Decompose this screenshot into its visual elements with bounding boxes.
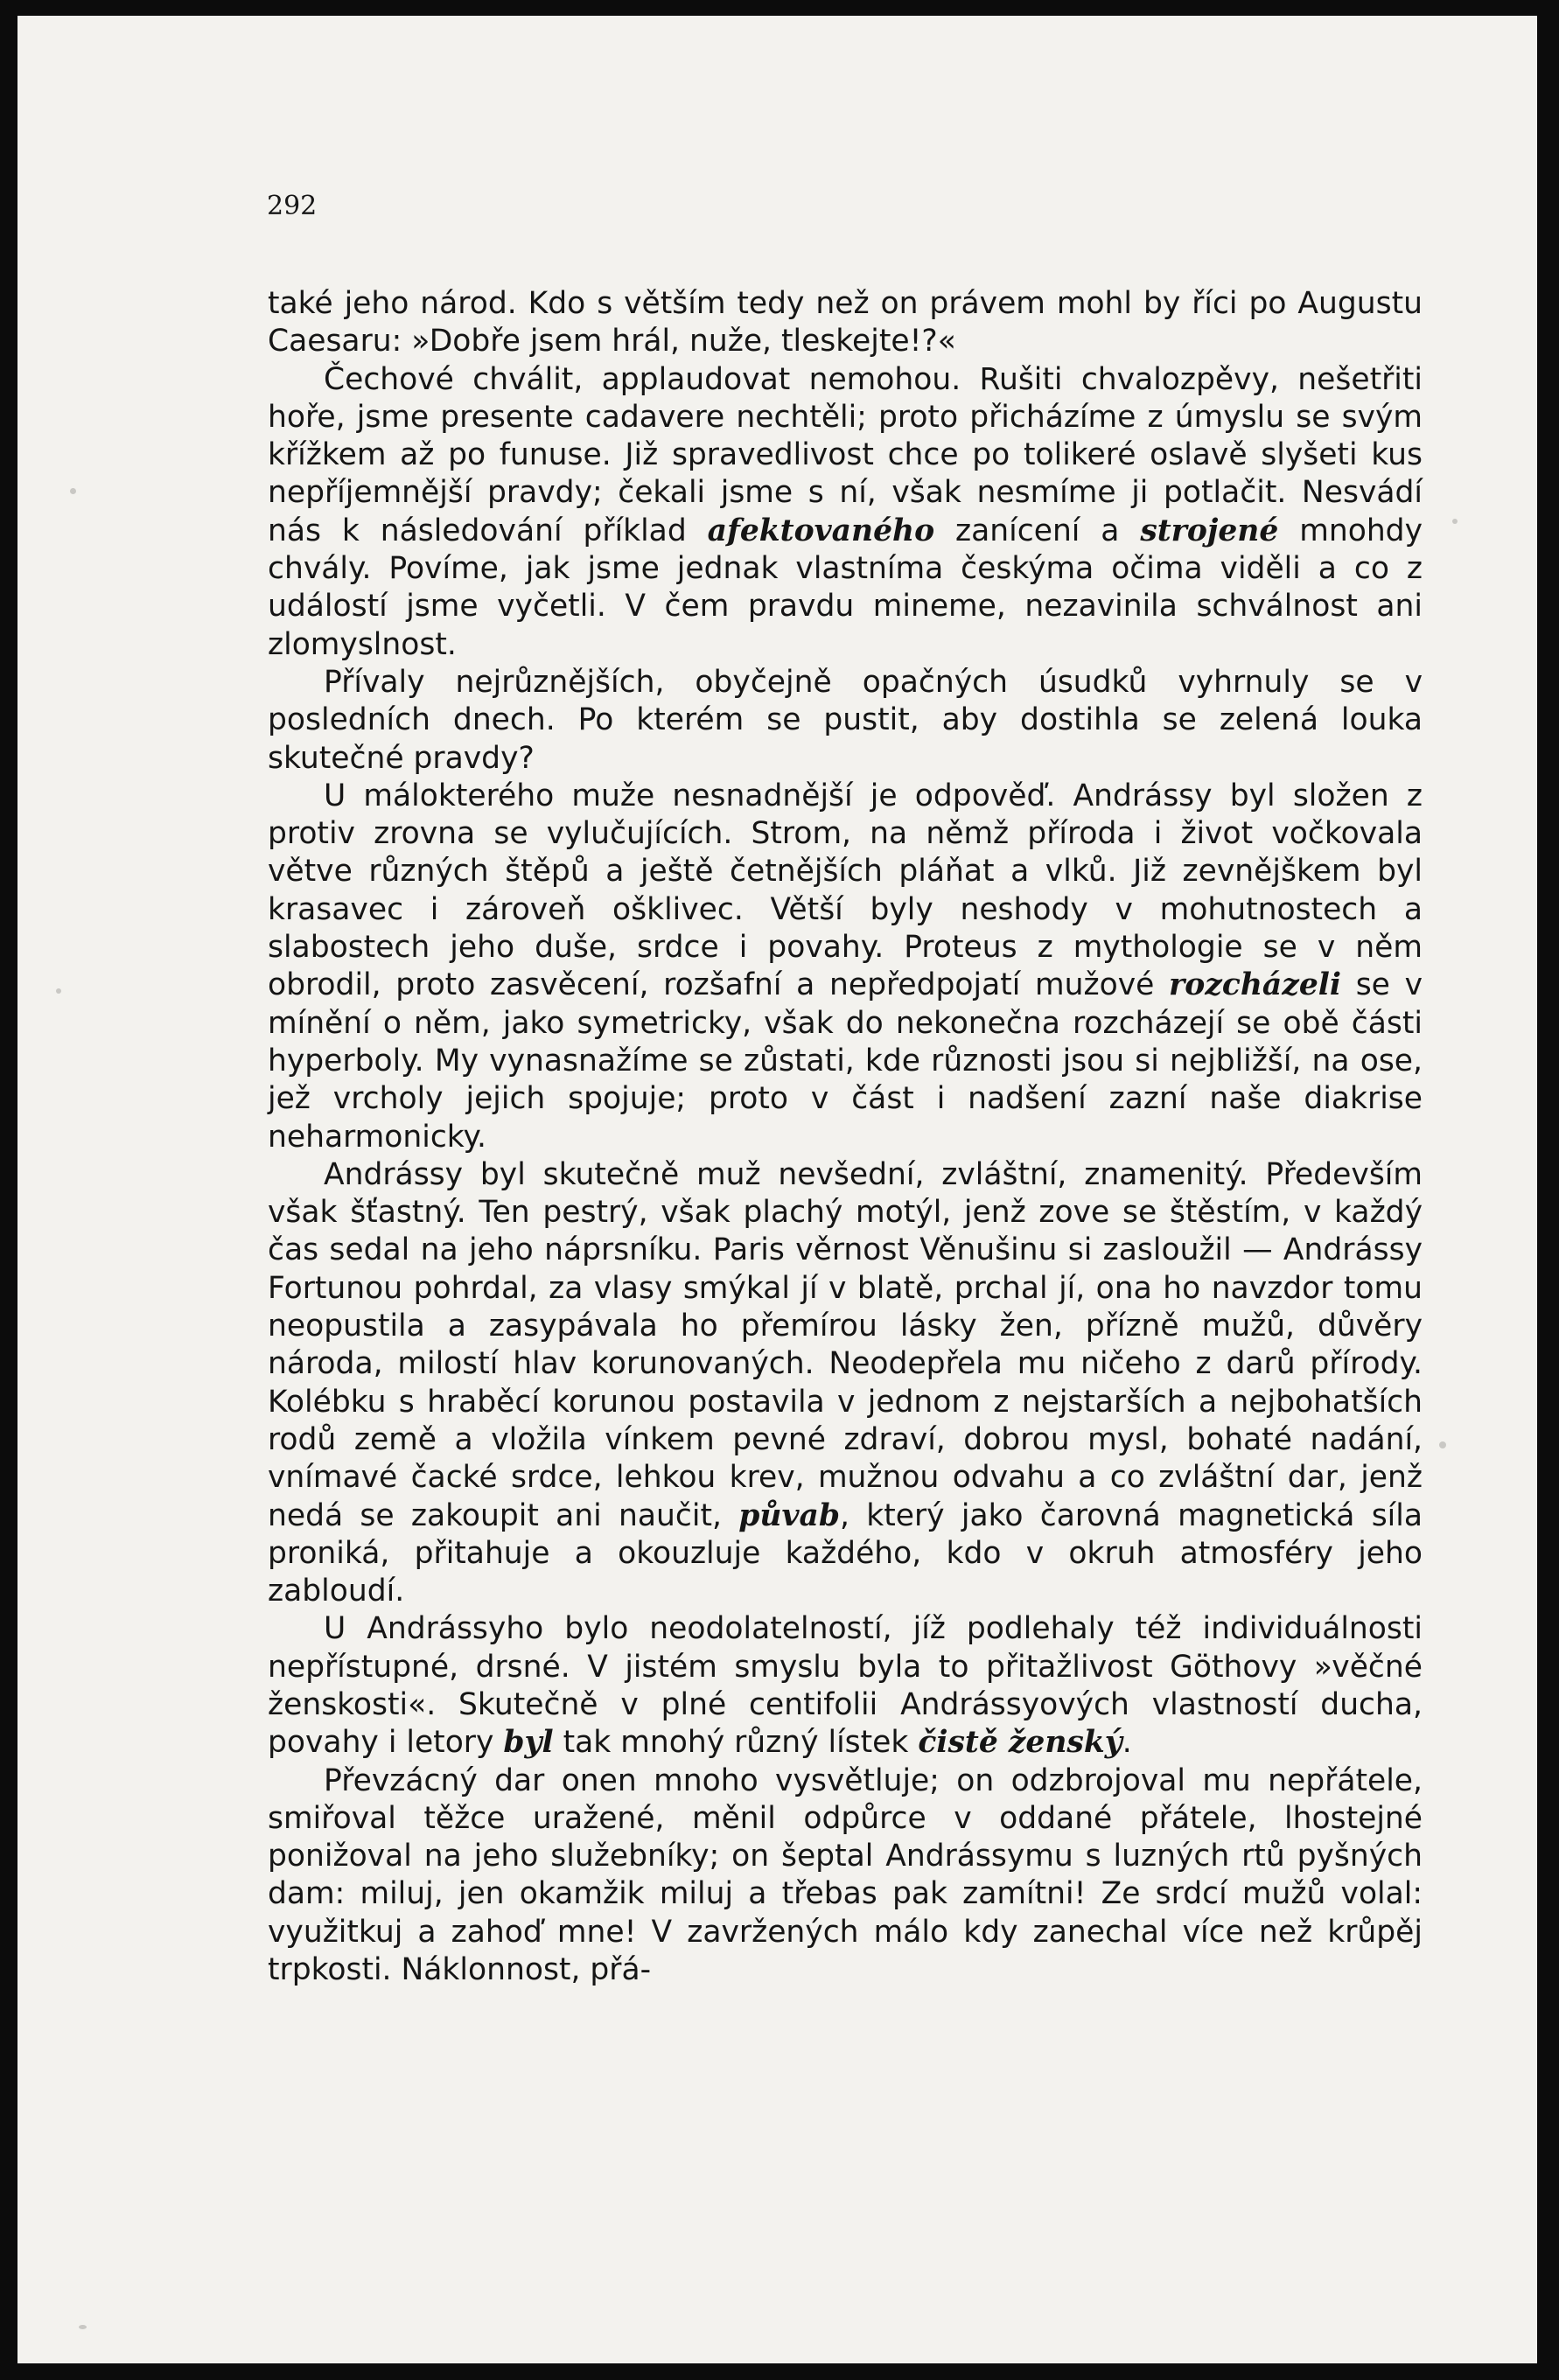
emphasized-text: strojené — [1140, 513, 1279, 548]
paper-sheet — [17, 16, 1537, 2363]
scan-speck — [79, 2325, 87, 2329]
text-run: tak mnohý různý lístek — [553, 1725, 919, 1761]
paragraph — [268, 285, 1423, 361]
page-number: 292 — [267, 191, 318, 221]
scan-speck — [70, 488, 76, 494]
text-run: zanícení a — [934, 513, 1141, 548]
text-run: Andrássy byl skutečně muž nevšední, zvláštní, znamenitý. Především však šťastný. Ten pestrý, však plachý motýl, jenž zove se štěstím, v každý čas sedal na jeho náprsníku. Paris věrnost Věnušinu si zasloužil — Andrássy Fortunou pohrdal, za vlasy smýkal jí v blatě, prchal jí, ona ho navzdor tomu neopustila a zasypávala ho přemírou lásky žen, přízně mužů, důvěry národa, milostí hlav korunovaných. Neodepřela mu ničeho z darů přírody. Kolébku s hraběcí korunou postavila v jednom z nejstarších a nejbohatších rodů země a vložila vínkem pevné zdraví, dobrou mysl, bohaté nadání, vnímavé čacké srdce, lehkou krev, mužnou odvahu a co zvláštní dar, jenž nedá se zakoupit ani naučit, — [268, 1156, 1423, 1533]
text-run: Čechové chválit, applaudovat nemohou. Rušiti chvalozpěvy, nešetřiti hoře, jsme presente cadavere nechtěli; proto přicházíme z úmyslu se svým křížkem až po funuse. Již spravedlivost chce po tolikeré oslavě slyšeti kus nepříjemnější pravdy; čekali jsme s ní, však nesmíme ji potlačit. Nesvádí nás k následování příklad — [268, 361, 1423, 548]
scan-speck — [56, 988, 61, 994]
paragraph — [268, 1156, 1423, 1611]
paragraph — [268, 1610, 1423, 1762]
paragraph — [268, 361, 1423, 664]
text-run: Převzácný dar onen mnoho vysvětluje; on odzbrojoval mu nepřátele, smiřoval těžce uražené, měnil odpůrce v oddané přátele, lhostejné ponižoval na jeho služebníky; on šeptal Andrássymu s luzných rtů pyšných dam: miluj, jen okamžik miluj a třebas pak zamítni! Ze srdcí mužů volal: využitkuj a zahoď mne! V zavržených málo kdy zanechal více než krůpěj trpkosti. Náklonnost, přá- — [268, 1762, 1423, 1988]
text-run: . — [1122, 1725, 1132, 1761]
text-run: mnohdy chvály. Povíme, jak jsme jednak vlastníma českýma očima viděli a co z událostí jsme vyčetli. V čem pravdu mineme, nezavinila schválnost ani zlomyslnost. — [268, 513, 1423, 662]
emphasized-text: půvab — [738, 1497, 840, 1533]
emphasized-text: čistě ženský — [918, 1725, 1122, 1761]
text-run: také jeho národ. Kdo s větším tedy než on právem mohl by říci po Augustu Caesaru: »Dobře jsem hrál, nuže, tleskejte!?« — [268, 286, 1423, 359]
text-run: U málokterého muže nesnadnější je odpověď. Andrássy byl složen z protiv zrovna se vylučujících. Strom, na němž příroda i život vočkovala větve různých štěpů a ještě četnějších pláňat a vlků. Již zevnějškem byl krasavec i zároveň ošklivec. Větší byly neshody v mohutnostech a slabostech jeho duše, srdce i povahy. Proteus z mythologie se v něm obrodil, proto zasvěcení, rozšafní a nepředpojatí mužové — [268, 778, 1423, 1003]
body-text — [268, 285, 1423, 1989]
text-run: U Andrássyho bylo neodolatelností, jíž podlehaly též individuálnosti nepřístupné, drsné. V jistém smyslu byla to přitažlivost Göthovy »věčné ženskosti«. Skutečně v plné centifolii Andrássyových vlastností ducha, povahy i letory — [268, 1611, 1423, 1761]
paragraph — [268, 778, 1423, 1156]
text-run: se v mínění o něm, jako symetricky, však do nekonečna rozcházejí se obě části hyperboly. My vynasnažíme se zůstati, kde různosti jsou si nejbližší, na ose, jež vrcholy jejich spojuje; proto v část i nadšení zazní naše diakrise neharmonicky. — [268, 967, 1423, 1155]
scan-speck — [1439, 1441, 1446, 1448]
emphasized-text: afektovaného — [707, 513, 935, 548]
text-run: Přívaly nejrůznějších, obyčejně opačných úsudků vyhrnuly se v posledních dnech. Po kterém se pustit, aby dostihla se zelená louka skutečné pravdy? — [268, 664, 1423, 776]
scan-speck — [1452, 519, 1458, 524]
emphasized-text: byl — [503, 1725, 554, 1761]
paragraph — [268, 664, 1423, 778]
paragraph — [268, 1762, 1423, 1990]
emphasized-text: rozcházeli — [1169, 967, 1342, 1003]
text-run: , který jako čarovná magnetická síla proniká, přitahuje a okouzluje každého, kdo v okruh atmosféry jeho zabloudí. — [268, 1497, 1423, 1609]
